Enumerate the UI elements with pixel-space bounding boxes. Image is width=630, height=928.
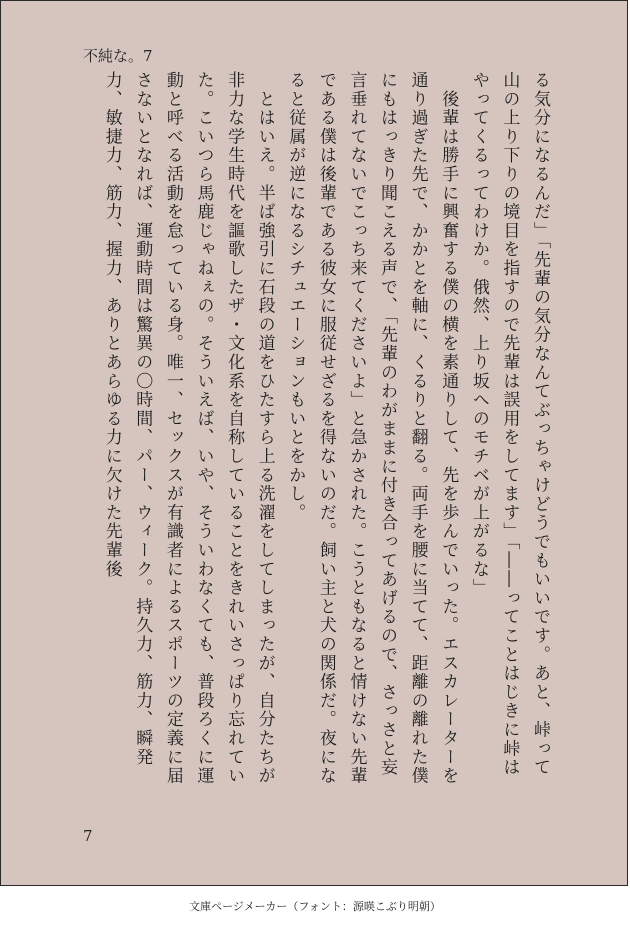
paragraph: る気分になるんだ」「先輩の気分なんてぶっちゃけどうでもいいです。あと、峠って山の上り下りの境目を指すので先輩は誤用をしてます」「――ってことはじきに峠はやってくるってわけか。俄然、上り坂へのモチベが上がるな」 [468,71,550,777]
footer-credit: 文庫ページメーカー（フォント：源暎こぶり明朝） [189,900,441,913]
page-number: 7 [83,827,93,845]
running-header: 不純な。7 [83,47,153,65]
paragraph: 後輩は勝手に興奮する僕の横を素通りして、先を歩んでいった。エスカレーターを通り過ぎた先で、かかとを軸に、くるりと翻る。両手を腰に当てて、距離の離れた僕にもはっきり聞こえる声で、「先輩のわがままに付き合ってあげるので、さっさと妄言垂れてないでこっち来てくださいよ」と急かされた。こうともなると情けない先輩である僕は後輩である彼女に服従せざるを得ないのだ。飼い主と犬の関係だ。夜になると従属が逆になるシチュエーションもいとをかし。 [285,71,459,786]
vertical-body-text [83,71,555,793]
paragraph: とはいえ。半ば強引に石段の道をひたすら上る洗濯をしてしまったが、自分たちが非力な学生時代を謳歌したザ・文化系を自称していることをきれいさっぱり忘れていた。こいつら馬鹿じゃねぇの。そういえば、いや、そういわなくても、普段ろくに運動と呼べる活動を怠っている身。唯一、セックスが有識者によるスポーツの定義に届さないとなれば、運動時間は驚異の〇時間、パー、ウィーク。持久力、筋力、瞬発力、敏捷力、筋力、握力、ありとあらゆる力に欠けた先輩後 [101,71,275,786]
